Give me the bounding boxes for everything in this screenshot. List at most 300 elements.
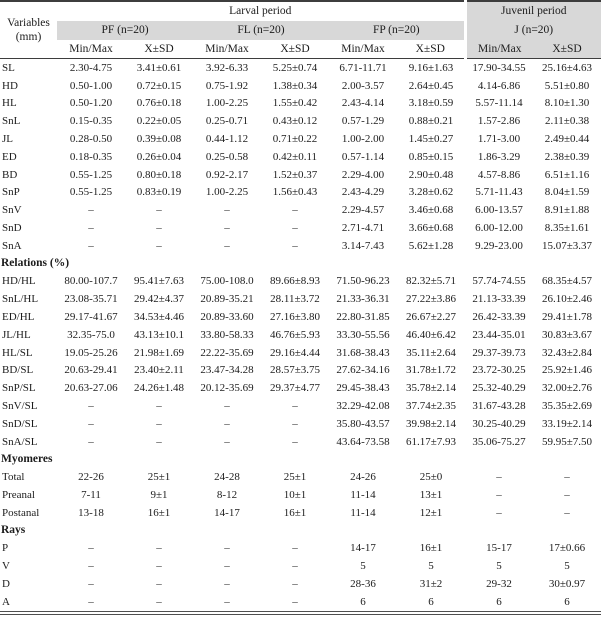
table-cell: – (88, 560, 94, 573)
table-row (0, 95, 601, 113)
table-cell: 21.98±1.69 (133, 346, 185, 359)
table-row (0, 344, 601, 362)
section-label: Relations (%) (1, 257, 70, 270)
table-cell: 0.22±0.05 (136, 115, 182, 128)
table-cell: 16±1 (419, 542, 443, 555)
table-cell: 3.18±0.59 (408, 97, 454, 110)
table-cell: 8.91±1.88 (544, 204, 590, 217)
table-cell: 35.78±2.14 (405, 382, 457, 395)
table-cell: 20.63-27.06 (64, 382, 118, 395)
table-row (0, 504, 601, 522)
subgroup-header-j: J (n=20) (465, 21, 601, 40)
table-cell: 29-32 (486, 577, 512, 590)
table-cell: – (292, 577, 298, 590)
row-label: HD (2, 79, 18, 92)
header-row-periods (0, 1, 601, 21)
table-cell: 25.92±1.46 (542, 364, 593, 377)
table-cell: 15-17 (486, 542, 512, 555)
table-cell: 31±2 (419, 577, 443, 590)
table-cell: – (88, 595, 94, 608)
table-cell: – (224, 542, 230, 555)
table-cell: 0.92-2.17 (205, 168, 249, 181)
table-cell: – (292, 595, 298, 608)
table-cell: 0.57-1.29 (341, 115, 385, 128)
table-cell: 0.88±0.21 (408, 115, 454, 128)
table-cell: 6 (428, 595, 434, 608)
row-label: P (2, 542, 9, 555)
table-cell: – (292, 417, 298, 430)
table-cell: – (224, 239, 230, 252)
table-cell: 29.41±1.78 (542, 311, 593, 323)
table-cell: 0.55-1.25 (69, 186, 113, 199)
table-cell: 13-18 (78, 506, 104, 519)
table-cell: – (564, 488, 570, 501)
table-cell: 30.25-40.29 (472, 417, 526, 430)
table-row (0, 486, 601, 504)
table-cell: – (224, 560, 230, 573)
table-cell: 13±1 (419, 488, 443, 501)
table-cell: 8.35±1.61 (544, 222, 590, 235)
table-cell: 89.66±8.93 (269, 275, 321, 288)
table-cell: 1.38±0.34 (272, 79, 318, 92)
table-cell: 8-12 (216, 488, 238, 501)
table-cell: 0.25-0.58 (205, 150, 249, 163)
table-cell: 25.16±4.63 (542, 61, 593, 74)
table-cell: 75.00-108.0 (200, 275, 254, 288)
table-cell: 16±1 (147, 506, 171, 519)
col-header-minmax: Min/Max (329, 40, 397, 59)
table-cell: – (88, 399, 94, 412)
table-cell: 43.64-73.58 (336, 435, 390, 448)
table-cell: 24-26 (350, 471, 376, 484)
row-label: ED (2, 150, 17, 163)
table-cell: – (156, 204, 162, 217)
table-cell: 29.37±4.77 (269, 382, 321, 395)
table-cell: 5 (428, 560, 434, 573)
table-cell: 2.90±0.48 (408, 168, 454, 181)
section-row (0, 255, 601, 273)
col-header-xsd: X±SD (261, 40, 329, 59)
table-cell: 2.38±0.39 (544, 150, 590, 163)
header-row-measures (0, 40, 601, 59)
table-cell: – (224, 399, 230, 412)
row-label: SL (2, 61, 15, 74)
table-cell: 46.76±5.93 (269, 328, 321, 341)
section-row (0, 522, 601, 540)
table-cell: 1.00-2.25 (205, 186, 249, 199)
table-cell: 25±0 (419, 471, 443, 484)
row-label: Preanal (2, 488, 35, 501)
table-cell: – (224, 204, 230, 217)
table-cell: 32.00±2.76 (542, 382, 593, 395)
table-row (0, 593, 601, 613)
table-cell: 82.32±5.71 (405, 275, 457, 288)
table-row (0, 326, 601, 344)
table-cell: 26.67±2.27 (405, 311, 457, 323)
table-cell: 3.41±0.61 (136, 61, 182, 74)
table-cell: – (88, 204, 94, 217)
table-cell: 0.44-1.12 (205, 133, 249, 146)
table-cell: 2.11±0.38 (544, 115, 590, 128)
table-cell: 24-28 (214, 471, 240, 484)
table-row (0, 290, 601, 308)
table-cell: 0.55-1.25 (69, 168, 113, 181)
section-label: Myomeres (1, 453, 53, 466)
table-row (0, 379, 601, 397)
table-cell: 29.17-41.67 (64, 311, 118, 323)
table-cell: 14-17 (214, 506, 240, 519)
table-cell: – (224, 577, 230, 590)
table-cell: 35.11±2.64 (406, 346, 456, 359)
table-cell: – (224, 222, 230, 235)
row-label: D (2, 577, 10, 590)
table-cell: – (156, 417, 162, 430)
table-cell: 95.41±7.63 (133, 275, 185, 288)
row-label: HD/HL (2, 275, 36, 288)
group-header-juvenil-period: Juvenil period (465, 1, 601, 21)
table-cell: 11-14 (350, 506, 376, 519)
table-cell: 25±1 (283, 471, 307, 484)
table-cell: 33.19±2.14 (542, 417, 593, 430)
table-cell: 6 (360, 595, 366, 608)
table-cell: – (156, 577, 162, 590)
table-cell: 11-14 (350, 488, 376, 501)
row-label: SnP/SL (2, 382, 36, 395)
table-row (0, 112, 601, 130)
table-cell: – (88, 435, 94, 448)
table-cell: – (156, 542, 162, 555)
table-cell: – (564, 471, 570, 484)
table-cell: 9±1 (150, 488, 168, 501)
table-cell: 0.57-1.14 (341, 150, 385, 163)
subgroup-header-fl: FL (n=20) (193, 21, 329, 40)
table-cell: 61.17±7.93 (405, 435, 457, 448)
table-cell: 34.53±4.46 (133, 311, 185, 323)
table-cell: 2.30-4.75 (69, 61, 113, 74)
row-label: BD (2, 168, 18, 181)
row-label: SnP (2, 186, 20, 199)
row-label: ED/HL (2, 311, 35, 323)
row-label: Total (2, 471, 25, 484)
table-cell: 28-36 (350, 577, 376, 590)
table-cell: 0.39±0.08 (136, 133, 182, 146)
table-cell: 20.12-35.69 (200, 382, 254, 395)
table-cell: 1.52±0.37 (272, 168, 318, 181)
table-cell: 25.32-40.29 (472, 382, 526, 395)
table-cell: 6.51±1.16 (544, 168, 590, 181)
table-cell: 1.86-3.29 (477, 150, 521, 163)
row-label: JL (2, 133, 13, 146)
table-cell: 2.71-4.71 (341, 222, 385, 235)
col-header-minmax: Min/Max (193, 40, 261, 59)
table-cell: 30.83±3.67 (542, 328, 593, 341)
table-cell: 8.10±1.30 (544, 97, 590, 110)
row-label: SnV (2, 204, 22, 217)
table-cell: 10±1 (283, 488, 307, 501)
table-cell: 33.30-55.56 (336, 328, 390, 341)
table-cell: 6.00-12.00 (475, 222, 523, 235)
row-label: SnD/SL (2, 417, 38, 430)
table-row (0, 433, 601, 451)
section-row (0, 451, 601, 469)
table-cell: 0.25-0.71 (205, 115, 249, 128)
table-cell: – (224, 417, 230, 430)
table-cell: – (292, 542, 298, 555)
table-row (0, 148, 601, 166)
table-cell: 5 (564, 560, 570, 573)
table-cell: 39.98±2.14 (405, 417, 457, 430)
table-cell: 26.10±2.46 (542, 293, 593, 306)
table-cell: 43.13±10.1 (133, 328, 185, 341)
table-cell: 21.33-36.31 (336, 293, 390, 306)
table-cell: 3.66±0.68 (408, 222, 454, 235)
table-cell: 5.51±0.80 (544, 79, 590, 92)
table-cell: 20.89-33.60 (200, 311, 254, 323)
table-cell: – (292, 435, 298, 448)
table-cell: – (156, 239, 162, 252)
table-cell: 1.56±0.43 (272, 186, 318, 199)
table-cell: 23.72-30.25 (472, 364, 526, 377)
table-cell: 6 (496, 595, 502, 608)
table-cell: 68.35±4.57 (542, 275, 593, 288)
table-cell: 19.05-25.26 (64, 346, 118, 359)
table-row (0, 201, 601, 219)
table-cell: 5.71-11.43 (475, 186, 523, 199)
table-cell: 5 (360, 560, 366, 573)
table-cell: 46.40±6.42 (405, 328, 457, 341)
col-header-xsd: X±SD (397, 40, 465, 59)
table-cell: 8.04±1.59 (544, 186, 590, 199)
table-cell: 29.16±4.44 (269, 346, 321, 359)
table-cell: 5.57-11.14 (475, 97, 523, 110)
table-cell: 27.22±3.86 (405, 293, 457, 306)
table-cell: 29.42±4.37 (133, 293, 185, 306)
row-label: BD/SL (2, 364, 34, 377)
table-cell: 33.80-58.33 (200, 328, 254, 341)
table-cell: – (496, 488, 502, 501)
table-cell: 2.00-3.57 (341, 79, 385, 92)
table-cell: 30±0.97 (548, 577, 586, 590)
table-cell: 1.00-2.00 (341, 133, 385, 146)
row-label: A (2, 595, 10, 608)
corner-header (0, 1, 57, 59)
table-cell: 21.13-33.39 (472, 293, 526, 306)
table-cell: – (496, 506, 502, 519)
table-cell: 31.78±1.72 (405, 364, 457, 377)
table-cell: 28.57±3.75 (269, 364, 321, 377)
table-cell: 0.85±0.15 (408, 150, 454, 163)
table-cell: 6 (564, 595, 570, 608)
table-cell: – (88, 239, 94, 252)
header-row-stages (0, 21, 601, 40)
table-row (0, 219, 601, 237)
table-cell: – (224, 595, 230, 608)
table-cell: 0.76±0.18 (136, 97, 182, 110)
table-row (0, 184, 601, 202)
table-cell: 5 (496, 560, 502, 573)
table-cell: 25±1 (147, 471, 171, 484)
table-cell: – (88, 577, 94, 590)
table-cell: – (156, 399, 162, 412)
row-label: SnL (2, 115, 21, 128)
table-cell: – (564, 506, 570, 519)
subgroup-header-pf: PF (n=20) (57, 21, 193, 40)
table-cell: 0.26±0.04 (136, 150, 182, 163)
table-cell: – (88, 417, 94, 430)
col-header-xsd: X±SD (533, 40, 601, 59)
table-row (0, 557, 601, 575)
row-label: SnA/SL (2, 435, 38, 448)
col-header-minmax: Min/Max (57, 40, 125, 59)
table-row (0, 575, 601, 593)
table-cell: 4.14-6.86 (477, 79, 521, 92)
table-cell: 16±1 (283, 506, 307, 519)
table-cell: 3.46±0.68 (408, 204, 454, 217)
table-cell: 26.42-33.39 (472, 311, 526, 323)
table-row (0, 273, 601, 291)
table-cell: – (88, 222, 94, 235)
table-cell: – (156, 435, 162, 448)
table-cell: 1.00-2.25 (205, 97, 249, 110)
table-cell: – (292, 560, 298, 573)
corner-header-line1: Variables (7, 16, 50, 29)
row-label: SnL/HL (2, 293, 39, 306)
table-cell: – (292, 222, 298, 235)
table-cell: 32.43±2.84 (542, 346, 593, 359)
table-cell: – (156, 595, 162, 608)
row-label: JL/HL (2, 328, 31, 341)
table-cell: 27.16±3.80 (269, 311, 321, 323)
corner-header-line2: (mm) (15, 31, 42, 43)
table-cell: 17.90-34.55 (472, 61, 526, 74)
table-cell: 3.14-7.43 (341, 239, 385, 252)
table-cell: 22.22-35.69 (200, 346, 254, 359)
table-cell: 6.00-13.57 (475, 204, 523, 217)
table-cell: 0.28-0.50 (69, 133, 113, 146)
subgroup-header-fp: FP (n=20) (329, 21, 465, 40)
col-header-minmax: Min/Max (465, 40, 533, 59)
table-cell: 1.55±0.42 (272, 97, 318, 110)
table-cell: 0.80±0.18 (136, 168, 182, 181)
table-cell: 24.26±1.48 (133, 382, 185, 395)
table-cell: 23.40±2.11 (134, 364, 184, 377)
table-cell: 0.42±0.11 (272, 150, 318, 163)
table-cell: 32.35-75.0 (67, 328, 115, 341)
table-cell: 0.83±0.19 (136, 186, 182, 199)
table-cell: 0.43±0.12 (272, 115, 318, 128)
table-cell: 31.67-43.28 (472, 399, 526, 412)
table-cell: – (156, 560, 162, 573)
table-cell: 35.35±2.69 (542, 399, 593, 412)
table-cell: 2.43-4.29 (341, 186, 385, 199)
table-cell: – (292, 204, 298, 217)
table-row (0, 468, 601, 486)
table-cell: 71.50-96.23 (336, 275, 390, 288)
table-row (0, 237, 601, 255)
table-cell: 3.28±0.62 (408, 186, 454, 199)
section-label: Rays (1, 524, 26, 537)
row-label: SnD (2, 222, 22, 235)
table-cell: 23.47-34.28 (200, 364, 254, 377)
col-header-xsd: X±SD (125, 40, 193, 59)
table-cell: 6.71-11.71 (339, 61, 387, 74)
table-cell: 35.06-75.27 (472, 435, 526, 448)
table-cell: 29.37-39.73 (472, 346, 526, 359)
table-cell: – (292, 239, 298, 252)
table-cell: 32.29-42.08 (336, 399, 390, 412)
table-cell: 57.74-74.55 (472, 275, 526, 288)
table-cell: – (496, 471, 502, 484)
table-cell: 0.15-0.35 (69, 115, 113, 128)
table-cell: 2.29-4.57 (341, 204, 385, 217)
table-cell: 1.45±0.27 (408, 133, 454, 146)
table-cell: 1.71-3.00 (477, 133, 521, 146)
table-cell: 59.95±7.50 (542, 435, 593, 448)
table-cell: 12±1 (419, 506, 443, 519)
table-row (0, 166, 601, 184)
table-cell: – (156, 222, 162, 235)
table-cell: – (88, 542, 94, 555)
table-cell: 23.44-35.01 (472, 328, 526, 341)
row-label: SnV/SL (2, 399, 38, 412)
table-cell: 2.49±0.44 (544, 133, 590, 146)
table-cell: 9.16±1.63 (408, 61, 454, 74)
table-cell: 3.92-6.33 (205, 61, 249, 74)
table-cell: 2.29-4.00 (341, 168, 385, 181)
table-cell: 20.89-35.21 (200, 293, 254, 306)
table-cell: 0.71±0.22 (272, 133, 318, 146)
row-label: Postanal (2, 506, 40, 519)
table-cell: 9.29-23.00 (475, 239, 523, 252)
table-cell: 28.11±3.72 (270, 293, 320, 306)
table-cell: 4.57-8.86 (477, 168, 521, 181)
table-cell: 20.63-29.41 (64, 364, 118, 377)
table-row (0, 130, 601, 148)
table-cell: – (224, 435, 230, 448)
table-cell: 31.68-38.43 (336, 346, 390, 359)
table-cell: 0.75-1.92 (205, 79, 249, 92)
row-label: HL (2, 97, 17, 110)
table-cell: 29.45-38.43 (336, 382, 390, 395)
table-row (0, 308, 601, 326)
table-cell: 0.50-1.20 (69, 97, 113, 110)
row-label: HL/SL (2, 346, 33, 359)
table-row (0, 59, 601, 77)
group-header-larval-period: Larval period (229, 5, 292, 18)
table-cell: 37.74±2.35 (405, 399, 457, 412)
table-row (0, 77, 601, 95)
table-cell: 5.62±1.28 (408, 239, 454, 252)
table-cell: 15.07±3.37 (542, 239, 593, 252)
table-cell: 27.62-34.16 (336, 364, 390, 377)
table-cell: 2.64±0.45 (408, 79, 454, 92)
table-cell: 22.80-31.85 (336, 311, 390, 323)
table-cell: 23.08-35.71 (64, 293, 118, 306)
table-row (0, 362, 601, 380)
table-cell: 22-26 (78, 471, 104, 484)
table-row (0, 415, 601, 433)
table-cell: 0.72±0.15 (136, 79, 182, 92)
table-cell: 2.43-4.14 (341, 97, 385, 110)
table-cell: 1.57-2.86 (477, 115, 521, 128)
table-cell: 0.18-0.35 (69, 150, 113, 163)
table-cell: 0.50-1.00 (69, 79, 113, 92)
row-label: SnA (2, 239, 22, 252)
table-row (0, 397, 601, 415)
table-cell: 80.00-107.7 (64, 275, 118, 288)
table-cell: 35.80-43.57 (336, 417, 390, 430)
table-cell: 17±0.66 (548, 542, 586, 555)
